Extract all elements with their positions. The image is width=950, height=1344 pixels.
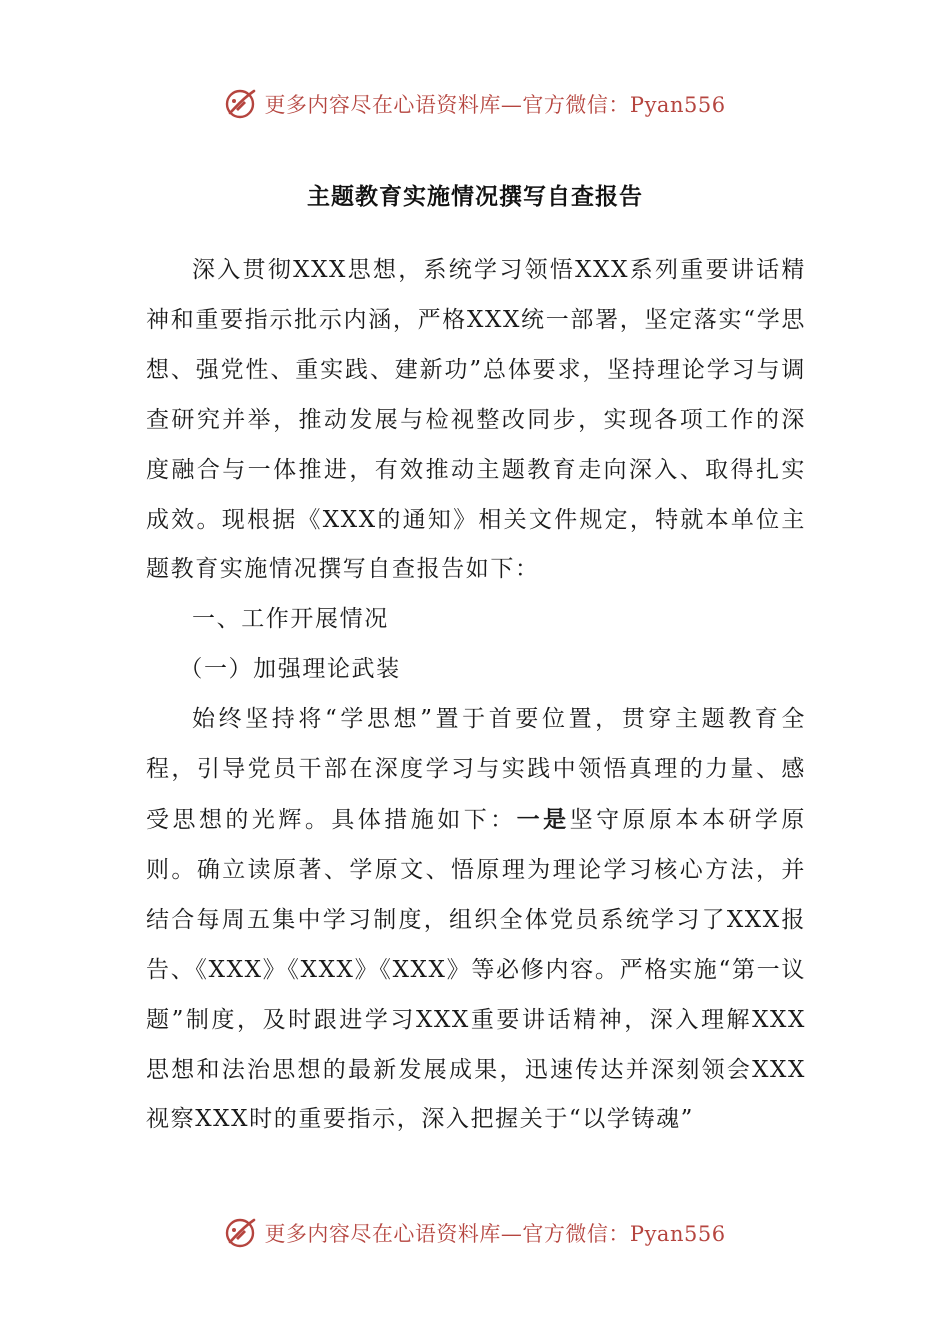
watermark-text: 更多内容尽在心语资料库—官方微信：Pyan556 <box>264 1222 726 1246</box>
paragraph-text: 始终坚持将“学思想”置于首要位置，贯穿主题教育全程，引导党员干部在深度学习与实践中领悟真理的力量、感受思想的光辉。具体措施如下： <box>146 706 806 833</box>
pen-logo-icon <box>224 87 258 121</box>
intro-paragraph: 深入贯彻XXX思想，系统学习领悟XXX系列重要讲话精神和重要指示批示内涵，严格XXX统一部署，坚定落实“学思想、强党性、重实践、建新功”总体要求，坚持理论学习与调查研究并举，推动发展与检视整改同步，实现各项工作的深度融合与一体推进，有效推动主题教育走向深入、取得扎实成效。现根据《XXX的通知》相关文件规定，特就本单位主题教育实施情况撰写自查报告如下： <box>146 257 806 583</box>
paragraph-text-continued: 坚守原原本本研学原则。确立读原著、学原文、悟原理为理论学习核心方法，并结合每周五集中学习制度，组织全体党员系统学习了XXX报告、《XXX》《XXX》《XXX》等必修内容。严格实施“第一议题”制度，及时跟进学习XXX重要讲话精神，深入理解XXX思想和法治思想的最新发展成果，迅速传达并深刻领会XXX视察XXX时的重要指示，深入把握关于“以学铸魂” <box>146 806 807 1133</box>
document-body <box>146 246 806 1145</box>
page-title: 主题教育实施情况撰写自查报告 <box>307 184 643 210</box>
header-watermark <box>0 84 950 124</box>
body-paragraph <box>146 695 806 1145</box>
footer-watermark <box>0 1213 950 1253</box>
subsection-heading: （一）加强理论武装 <box>179 656 401 683</box>
bold-lead-text: 一是 <box>516 805 570 833</box>
section-heading: 一、工作开展情况 <box>192 606 389 633</box>
watermark-text: 更多内容尽在心语资料库—官方微信：Pyan556 <box>264 93 726 117</box>
pen-logo-icon <box>224 1216 258 1250</box>
